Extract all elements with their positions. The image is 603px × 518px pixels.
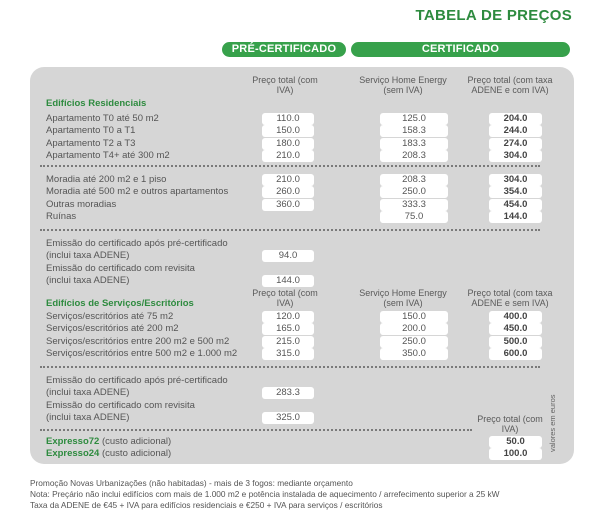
express-label: Expresso72 (46, 436, 100, 447)
price-service: 75.0 (380, 211, 448, 223)
express-label: Expresso24 (46, 448, 100, 460)
price-total: 304.0 (489, 150, 542, 162)
price-pre: 120.0 (262, 311, 314, 323)
divider (40, 366, 540, 368)
emission-price: 325.0 (262, 412, 314, 424)
price-service: 208.3 (380, 150, 448, 162)
price-total: 454.0 (489, 199, 542, 211)
emission-line: (inclui taxa ADENE) (46, 250, 130, 261)
emission-price: 94.0 (262, 250, 314, 262)
row-label: Apartamento T0 até 50 m2 (46, 113, 159, 124)
price-pre: 215.0 (262, 336, 314, 348)
emission-price: 283.3 (262, 387, 314, 399)
header-col1: Preço total (com IVA) (252, 75, 318, 95)
tab-certificado: CERTIFICADO (351, 42, 570, 57)
row-label: Serviços/escritórios até 200 m2 (46, 323, 179, 335)
row-label: Apartamento T0 a T1 (46, 125, 136, 137)
header-col2: Serviço Home Energy (sem IVA) (359, 75, 447, 95)
emission-line: (inclui taxa ADENE) (46, 412, 130, 423)
express-row (46, 448, 171, 460)
section-residential: Edifícios Residenciais (46, 98, 147, 109)
price-pre: 260.0 (262, 186, 314, 198)
price-service: 250.0 (380, 336, 448, 348)
header-col3-services: Preço total (com taxa ADENE e sem IVA) (467, 288, 553, 308)
price-total: 450.0 (489, 323, 542, 335)
price-total: 244.0 (489, 125, 542, 137)
price-total: 144.0 (489, 211, 542, 223)
price-pre: 210.0 (262, 150, 314, 162)
price-pre: 360.0 (262, 199, 314, 211)
section-services: Edifícios de Serviços/Escritórios (46, 298, 194, 309)
price-service: 158.3 (380, 125, 448, 137)
emission-line: (inclui taxa ADENE) (46, 275, 130, 286)
footnote-1: Promoção Novas Urbanizações (não habitadas) - mais de 3 fogos: mediante orçamento (30, 478, 353, 488)
row-label: Moradia até 500 m2 e outros apartamentos (46, 186, 229, 198)
row-label: Moradia até 200 m2 e 1 piso (46, 174, 167, 185)
price-pre: 180.0 (262, 138, 314, 150)
price-total: 354.0 (489, 186, 542, 198)
header-express: Preço total (com IVA) (477, 414, 543, 434)
price-pre: 315.0 (262, 348, 314, 360)
divider (40, 229, 540, 231)
footnote-2: Nota: Preçário não inclui edifícios com mais de 1.000 m2 e potência instalada de aquecimento / arrefecimento superior a 25 kW (30, 489, 500, 499)
emission-price: 144.0 (262, 275, 314, 287)
row-label: Apartamento T4+ até 300 m2 (46, 149, 170, 161)
vertical-note: valores em euros (548, 394, 557, 452)
price-total: 204.0 (489, 113, 542, 125)
price-service: 200.0 (380, 323, 448, 335)
tab-pre-certificado: PRÉ-CERTIFICADO (222, 42, 346, 57)
express-price: 100.0 (489, 448, 542, 460)
express-suffix: (custo adicional) (99, 448, 172, 460)
price-service: 183.3 (380, 138, 448, 150)
price-pre: 210.0 (262, 174, 314, 186)
price-service: 333.3 (380, 199, 448, 211)
price-service: 125.0 (380, 113, 448, 125)
emission-line: Emissão do certificado após pré-certificado (46, 375, 228, 386)
price-pre: 110.0 (262, 113, 314, 125)
page-title: TABELA DE PREÇOS (415, 7, 572, 24)
price-pre: 150.0 (262, 125, 314, 137)
price-total: 500.0 (489, 336, 542, 348)
header-col2-services: Serviço Home Energy (sem IVA) (359, 288, 447, 308)
row-label: Ruínas (46, 210, 77, 222)
price-service: 250.0 (380, 186, 448, 198)
express-price: 50.0 (489, 436, 542, 448)
express-suffix: (custo adicional) (99, 436, 172, 447)
emission-line: Emissão do certificado após pré-certificado (46, 238, 228, 249)
header-col3: Preço total (com taxa ADENE e com IVA) (467, 75, 553, 95)
row-label: Serviços/escritórios até 75 m2 (46, 311, 174, 322)
price-pre: 165.0 (262, 323, 314, 335)
row-label: Serviços/escritórios entre 500 m2 e 1.000 m2 (46, 347, 238, 359)
express-row (46, 436, 171, 448)
price-service: 208.3 (380, 174, 448, 186)
header-col1-services: Preço total (com IVA) (252, 288, 318, 308)
row-label: Apartamento T2 a T3 (46, 137, 136, 149)
price-total: 304.0 (489, 174, 542, 186)
price-service: 350.0 (380, 348, 448, 360)
row-label: Serviços/escritórios entre 200 m2 e 500 m2 (46, 335, 230, 347)
price-total: 274.0 (489, 138, 542, 150)
footnote-3: Taxa da ADENE de €45 + IVA para edifícios residenciais e €250 + IVA para serviços / escritórios (30, 500, 383, 510)
emission-line: Emissão do certificado com revisita (46, 263, 195, 274)
divider (40, 165, 540, 167)
price-total: 400.0 (489, 311, 542, 323)
divider (40, 429, 472, 431)
price-service: 150.0 (380, 311, 448, 323)
row-label: Outras moradias (46, 198, 117, 210)
price-total: 600.0 (489, 348, 542, 360)
emission-line: Emissão do certificado com revisita (46, 400, 195, 411)
emission-line: (inclui taxa ADENE) (46, 387, 130, 398)
